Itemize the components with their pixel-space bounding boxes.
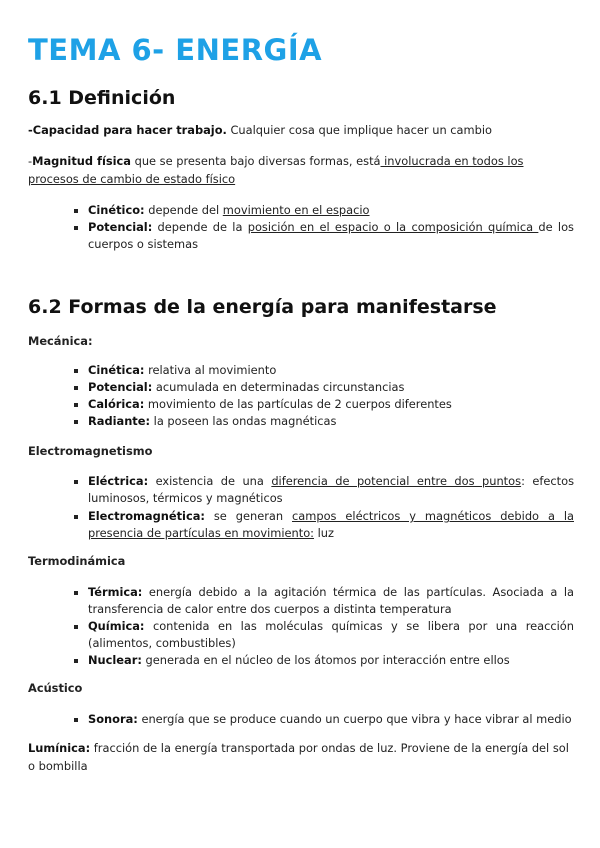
page-title: TEMA 6- ENERGÍA <box>28 33 323 67</box>
bullet-text: se generan <box>204 509 293 523</box>
paragraph-lead: - <box>28 154 33 168</box>
bullet-item-electromagnetica <box>88 508 574 541</box>
bullet-item-quimica <box>88 618 574 651</box>
bullet-item-electrica <box>88 473 574 506</box>
bullet-underlined: posición en el espacio o la composición química <box>247 220 539 234</box>
paragraph-luminica <box>28 740 574 775</box>
bullet-bold: Química: <box>88 619 145 633</box>
bullet-dot <box>74 591 78 595</box>
bullet-dot <box>74 403 78 407</box>
paragraph-bold: -Capacidad para hacer trabajo. <box>28 123 227 137</box>
paragraph-bold: Magnitud física <box>32 154 131 168</box>
bullet-text: existencia de una <box>148 474 272 488</box>
bullet-item-cinetico <box>88 202 574 219</box>
paragraph-capacidad <box>28 122 574 140</box>
group-label-acustico: Acústico <box>28 681 83 695</box>
group-label-mecanica: Mecánica: <box>28 334 93 348</box>
bullet-dot <box>74 659 78 663</box>
bullet-item-cinetica <box>88 362 574 379</box>
bullet-underlined: movimiento en el espacio <box>222 203 370 217</box>
bullet-bold: Térmica: <box>88 585 143 599</box>
bullet-dot <box>74 386 78 390</box>
paragraph-text: que se presenta bajo diversas formas, está <box>130 154 381 168</box>
paragraph-bold: Lumínica: <box>28 741 91 755</box>
bullet-bold: Electromagnética: <box>88 509 205 523</box>
bullet-item-calorica <box>88 396 574 413</box>
bullet-text: acumulada en determinadas circunstancias <box>152 380 405 394</box>
bullet-dot <box>74 420 78 424</box>
bullet-text: depende de la <box>152 220 248 234</box>
bullet-bold: Sonora: <box>88 712 138 726</box>
bullet-dot <box>74 226 78 230</box>
bullet-bold: Cinético: <box>88 203 145 217</box>
bullet-bold: Potencial: <box>88 380 153 394</box>
bullet-item-potencial-mec <box>88 379 574 396</box>
bullet-tail: : efectos luminosos, térmicos y magnéticos <box>88 474 575 505</box>
bullet-dot <box>74 369 78 373</box>
bullet-text: energía debido a la agitación térmica de las partículas. Asociada a la transferencia de calor entre dos cuerpos a distinta temperatura <box>88 585 574 616</box>
bullet-text: la poseen las ondas magnéticas <box>150 414 337 428</box>
bullet-bold: Nuclear: <box>88 653 142 667</box>
bullet-dot <box>74 515 78 519</box>
bullet-item-potencial <box>88 219 574 252</box>
bullet-text: energía que se produce cuando un cuerpo que vibra y hace vibrar al medio <box>137 712 572 726</box>
bullet-tail: de los cuerpos o sistemas <box>88 220 574 251</box>
group-label-termodinamica: Termodinámica <box>28 554 126 568</box>
bullet-underlined: diferencia de potencial entre dos puntos <box>271 474 522 488</box>
bullet-bold: Radiante: <box>88 414 151 428</box>
paragraph-magnitud <box>28 153 574 188</box>
bullet-item-termica <box>88 584 574 617</box>
bullet-item-sonora <box>88 711 574 728</box>
bullet-dot <box>74 625 78 629</box>
bullet-dot <box>74 718 78 722</box>
bullet-dot <box>74 480 78 484</box>
paragraph-underlined: involucrada en todos los procesos de cambio de estado físico <box>28 154 524 186</box>
bullet-underlined: campos eléctricos y magnéticos debido a la presencia de partículas en movimiento: <box>88 509 574 540</box>
bullet-item-radiante <box>88 413 574 430</box>
bullet-text: depende del <box>144 203 223 217</box>
bullet-bold: Calórica: <box>88 397 145 411</box>
paragraph-text: Cualquier cosa que implique hacer un cambio <box>226 123 492 137</box>
group-label-electromagnetismo: Electromagnetismo <box>28 444 153 458</box>
bullet-tail: luz <box>314 525 334 540</box>
section-heading-definicion: 6.1 Definición <box>28 87 176 109</box>
paragraph-text: fracción de la energía transportada por ondas de luz. Proviene de la energía del sol o bombilla <box>28 741 569 773</box>
bullet-dot <box>74 209 78 213</box>
bullet-text: generada en el núcleo de los átomos por interacción entre ellos <box>141 653 510 667</box>
bullet-text: movimiento de las partículas de 2 cuerpos diferentes <box>144 397 452 411</box>
section-heading-formas: 6.2 Formas de la energía para manifestarse <box>28 296 497 318</box>
bullet-bold: Eléctrica: <box>88 474 149 488</box>
bullet-text: contenida en las moléculas químicas y se libera por una reacción (alimentos, combustibles) <box>88 619 574 650</box>
bullet-item-nuclear <box>88 652 574 669</box>
bullet-bold: Cinética: <box>88 363 145 377</box>
bullet-bold: Potencial: <box>88 220 153 234</box>
bullet-text: relativa al movimiento <box>144 363 277 377</box>
